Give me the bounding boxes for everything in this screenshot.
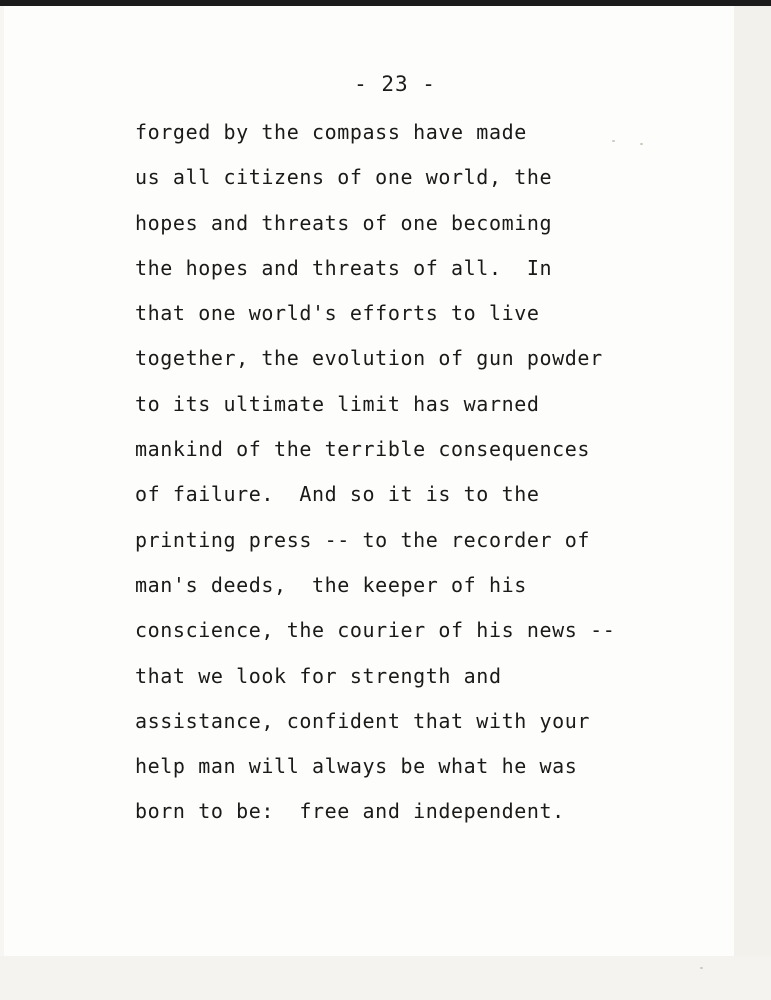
- text-line: to its ultimate limit has warned: [135, 391, 540, 416]
- page-number: - 23 -: [354, 72, 436, 96]
- text-line: conscience, the courier of his news --: [135, 618, 616, 643]
- body-text: [135, 110, 735, 835]
- text-line: us all citizens of one world, the: [135, 165, 553, 190]
- text-line: hopes and threats of one becoming: [135, 210, 553, 235]
- text-line: man's deeds, the keeper of his: [135, 572, 527, 597]
- text-line: the hopes and threats of all. In: [135, 255, 553, 280]
- text-line: together, the evolution of gun powder: [135, 346, 603, 371]
- text-line: that one world's efforts to live: [135, 301, 540, 326]
- text-line: assistance, confident that with your: [135, 708, 591, 733]
- text-line: printing press -- to the recorder of: [135, 527, 591, 552]
- text-line: mankind of the terrible consequences: [135, 437, 591, 462]
- paper-speck: [700, 967, 703, 969]
- text-line: born to be: free and independent.: [135, 799, 565, 824]
- text-line: forged by the compass have made: [135, 120, 527, 144]
- scanner-margin-bottom: [0, 956, 771, 1000]
- text-line: of failure. And so it is to the: [135, 482, 540, 507]
- text-line: that we look for strength and: [135, 663, 502, 688]
- text-line: help man will always be what he was: [135, 754, 578, 779]
- scanner-margin-right: [734, 6, 771, 956]
